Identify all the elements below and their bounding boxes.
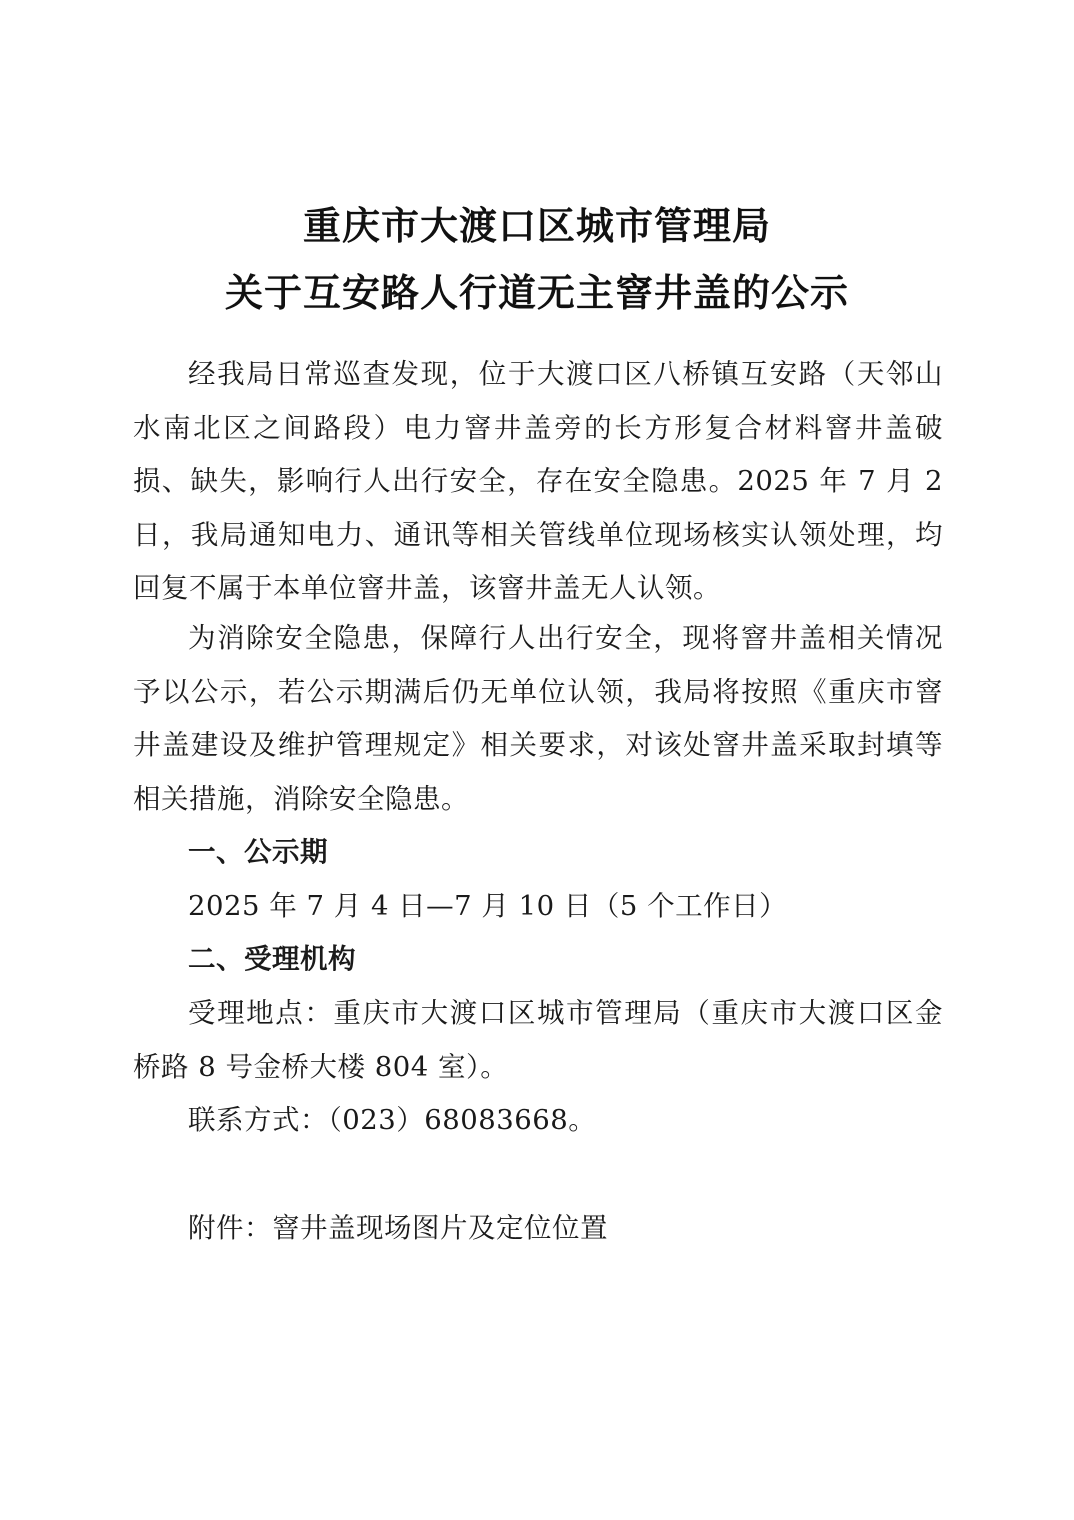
document-title-line1: 重庆市大渡口区城市管理局 <box>302 204 771 248</box>
contact-phone: 联系方式：（023）68083668。 <box>188 1104 597 1136</box>
paragraph-notice: 为消除安全隐患，保障行人出行安全，现将窨井盖相关情况予以公示，若公示期满后仍无单位认领，我局将按照《重庆市窨井盖建设及维护管理规定》相关要求，对该处窨井盖采取封填等相关措施，消除安全隐患。 <box>133 622 943 815</box>
accepting-address: 受理地点：重庆市大渡口区城市管理局（重庆市大渡口区金桥路 8 号金桥大楼 804 室）。 <box>133 997 943 1083</box>
document-title-line2: 关于互安路人行道无主窨井盖的公示 <box>224 271 849 315</box>
section-heading-notice-period: 一、公示期 <box>188 836 328 868</box>
section-heading-accepting-agency: 二、受理机构 <box>188 943 356 975</box>
attachment-note: 附件：窨井盖现场图片及定位位置 <box>188 1212 608 1244</box>
notice-period-dates: 2025 年 7 月 4 日—7 月 10 日（5 个工作日） <box>188 890 788 922</box>
paragraph-findings: 经我局日常巡查发现，位于大渡口区八桥镇互安路（天邻山水南北区之间路段）电力窨井盖旁的长方形复合材料窨井盖破损、缺失，影响行人出行安全，存在安全隐患。2025 年 7 月 2 日，我局通知电力、通讯等相关管线单位现场核实认领处理，均回复不属于本单位窨井盖，该窨井盖无人认领。 <box>133 358 943 604</box>
